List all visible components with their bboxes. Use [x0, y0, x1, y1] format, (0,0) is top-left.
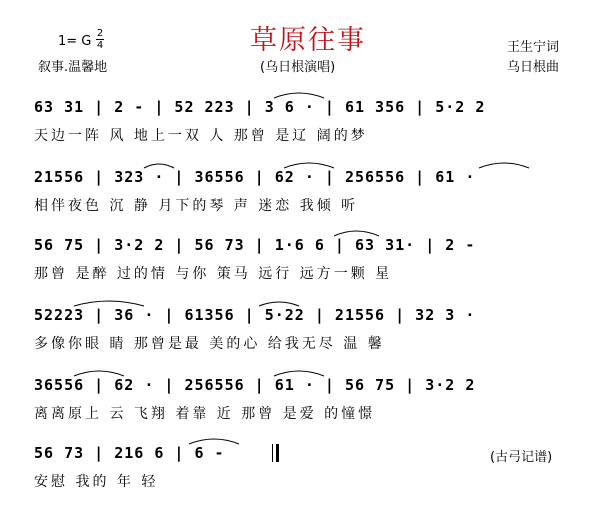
performer-credit: (乌日根演唱): [260, 60, 336, 75]
notation-line: 63 31 | 2 - | 52 223 | 3 6 · | 61 356 | 5·2 2: [34, 98, 486, 116]
score-row-2: [34, 168, 584, 238]
notation-line: 56 75 | 3·2 2 | 56 73 | 1·6 6 | 63 31· | 2 -: [34, 236, 476, 254]
key-signature: 1= G: [58, 34, 92, 49]
final-barline: [272, 444, 279, 462]
song-title: 草原往事: [250, 25, 366, 56]
score-row-5: [34, 376, 584, 446]
lyric-line: 多像你眼 睛 那曾是最 美的心 给我无尽 温 馨: [34, 336, 385, 352]
composer-credit: 乌日根曲: [507, 60, 560, 75]
lyric-line: 离离原上 云 飞翔 着靠 近 那曾 是爱 的憧憬: [34, 406, 376, 422]
lyric-line: 相伴夜色 沉 静 月下的琴 声 迷恋 我倾 听: [34, 198, 359, 214]
score-row-1: [34, 98, 584, 168]
lyric-line: 那曾 是醉 过的情 与你 策马 远行 远方一颗 星: [34, 266, 393, 282]
time-signature: [96, 28, 104, 51]
time-signature-denominator: 4: [96, 40, 104, 51]
expression-mark: 叙事.温馨地: [38, 60, 108, 75]
notation-line: 36556 | 62 · | 256556 | 61 · | 56 75 | 3·2 2: [34, 376, 476, 394]
score-row-3: [34, 236, 584, 306]
notation-credit: (古弓记谱): [490, 450, 553, 465]
time-signature-numerator: 2: [96, 28, 104, 39]
lyric-line: 天边一阵 风 地上一双 人 那曾 是辽 阔的梦: [34, 128, 368, 144]
notation-line: 52223 | 36 · | 61356 | 5·22 | 21556 | 32 3 ·: [34, 306, 476, 324]
notation-line: 21556 | 323 · | 36556 | 62 · | 256556 | 61 ·: [34, 168, 476, 186]
lyricist-credit: 王生宁词: [507, 40, 560, 55]
lyric-line: 安慰 我的 年 轻: [34, 474, 159, 490]
notation-line: 56 73 | 216 6 | 6 -: [34, 444, 225, 462]
score-row-4: [34, 306, 584, 376]
